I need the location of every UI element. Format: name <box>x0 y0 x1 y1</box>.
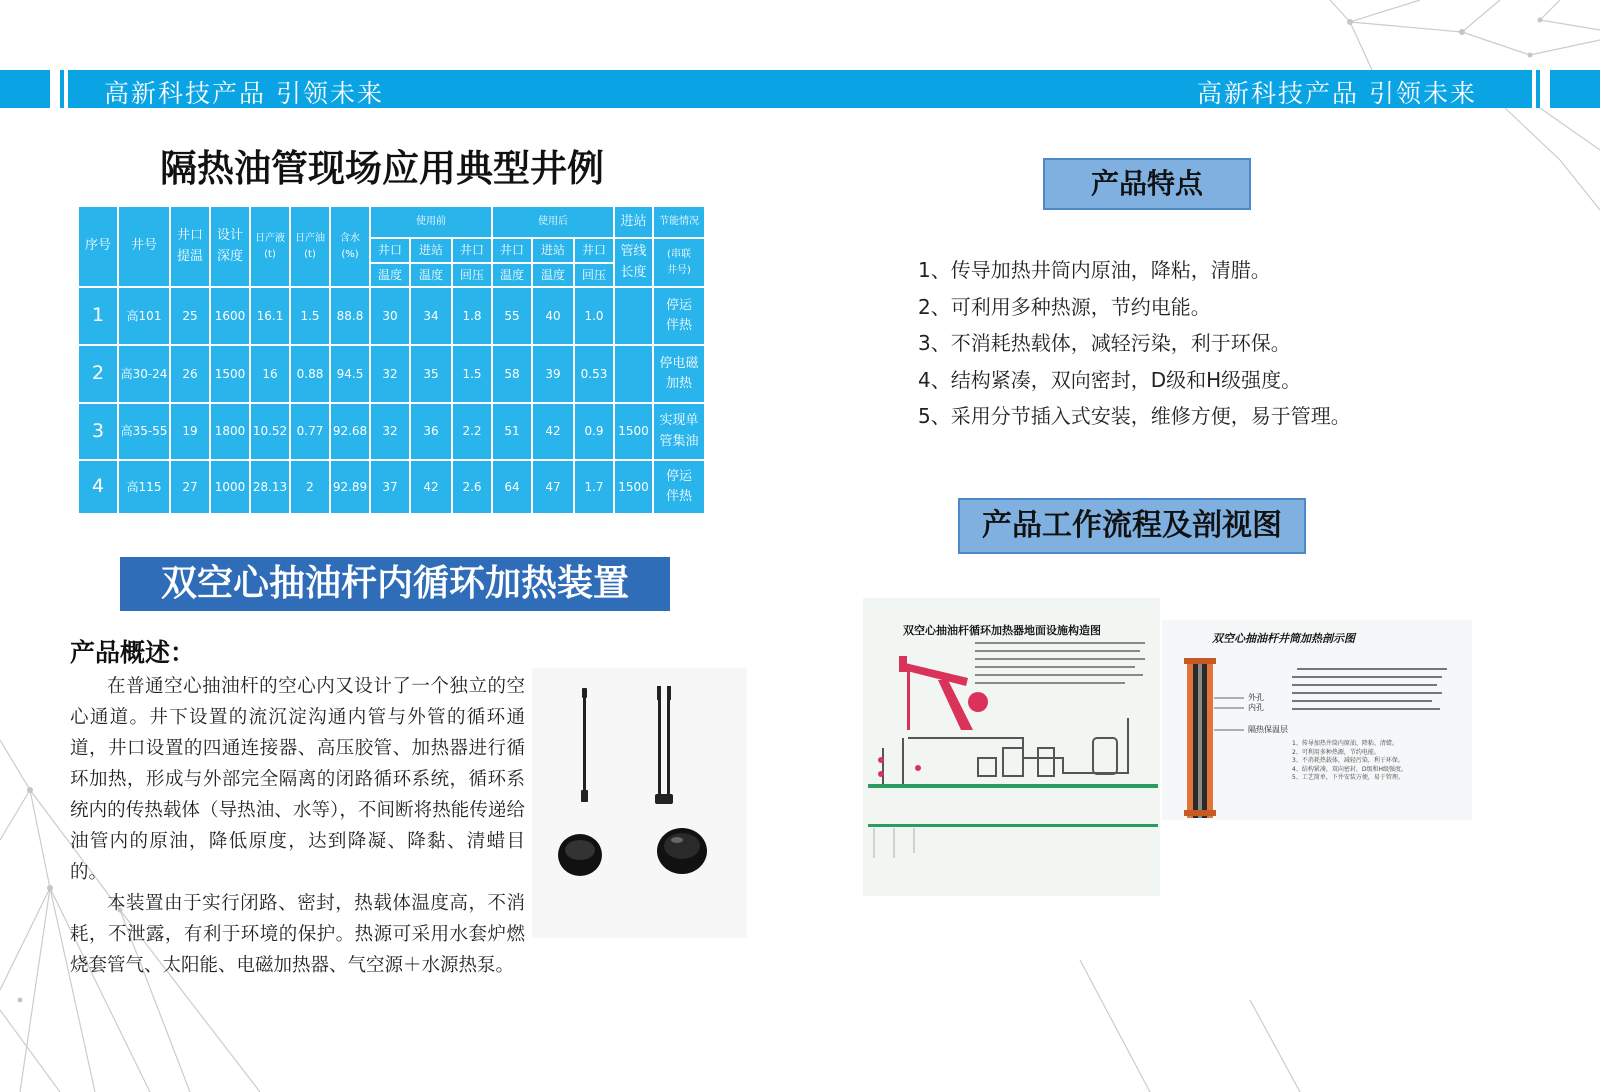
label-outer-hole: 外孔 <box>1248 693 1264 702</box>
cell-len: 1500 <box>615 461 652 513</box>
header-water-cut: 含水 (%) <box>331 207 369 286</box>
cell-b-p: 1.5 <box>453 346 491 402</box>
header-pipeline-length: 管线 长度 <box>615 239 652 286</box>
table-row <box>79 404 704 459</box>
overview-paragraph: 在普通空心抽油杆的空心内又设计了一个独立的空心通道。井下设置的流沉淀沟通内管与外管的循环通道，井口设置的四通连接器、高压胶管、加热器进行循环加热，形成与外部完全隔离的闭路循环系统，循环系统内的传热载体（导热油、水等），不间断将热能传递给油管内的原油，降低原度，达到降凝、降黏、清蜡目的。 <box>70 676 525 883</box>
header-sub-station: 进站 <box>533 239 573 262</box>
cell-b-st: 42 <box>411 461 451 513</box>
diagram2-point: 2、可利用多种热源，节约电能。 <box>1292 748 1380 756</box>
cell-liquid: 16.1 <box>251 288 289 344</box>
cell-water: 92.68 <box>331 404 369 459</box>
header-wellhead-temp-rise: 井口 提温 <box>171 207 209 286</box>
cell-rise: 19 <box>171 404 209 459</box>
cell-well: 高35-55 <box>119 404 169 459</box>
feature-item: 3、不消耗热载体，减轻污染，利于环保。 <box>918 331 1291 355</box>
slogan-right: 高新科技产品 引领未来 <box>1197 79 1477 108</box>
table-row <box>79 346 704 402</box>
cell-liquid: 28.13 <box>251 461 289 513</box>
header-seq: 序号 <box>79 207 117 286</box>
label-insulation-layer: 隔热保温层 <box>1248 725 1288 734</box>
cell-energy: 停运 伴热 <box>654 288 704 344</box>
diagram2-title: 双空心抽油杆井筒加热剖示图 <box>1212 632 1355 645</box>
header-sub-station: 进站 <box>411 239 451 262</box>
band-stripe <box>50 70 60 108</box>
cell-depth: 1800 <box>211 404 249 459</box>
table-row <box>79 288 704 344</box>
cell-a-st: 39 <box>533 346 573 402</box>
diagram2-point: 4、结构紧凑，双向密封，D级和H级强度。 <box>1292 765 1407 773</box>
cell-len <box>615 288 652 344</box>
table-section-title: 隔热油管现场应用典型井例 <box>160 147 604 190</box>
header-sub-wellhead: 井口 <box>371 239 409 262</box>
cell-a-wh: 64 <box>493 461 531 513</box>
cell-b-wh: 32 <box>371 346 409 402</box>
cell-seq: 3 <box>79 404 117 459</box>
wellbore-heating-diagram <box>1162 620 1472 820</box>
feature-item: 4、结构紧凑，双向密封，D级和H级强度。 <box>918 367 1302 392</box>
band-stripe <box>1540 70 1550 108</box>
header-station: 进站 <box>615 207 652 237</box>
cell-b-wh: 30 <box>371 288 409 344</box>
cell-a-p: 1.7 <box>575 461 613 513</box>
product-photo <box>532 668 747 938</box>
cell-water: 92.89 <box>331 461 369 513</box>
surface-facility-diagram <box>863 598 1160 896</box>
diagram2-point: 5、工艺简单，下井安装方便，易于管理。 <box>1292 774 1404 781</box>
wellbore-cross-section <box>1162 620 1472 820</box>
header-daily-oil: 日产油 (t) <box>291 207 329 286</box>
header-sub-wellhead: 井口 <box>493 239 531 262</box>
header-sub-press: 回压 <box>575 264 613 286</box>
cell-a-st: 40 <box>533 288 573 344</box>
cell-rise: 26 <box>171 346 209 402</box>
well-cases-table <box>77 205 706 515</box>
cell-oil: 1.5 <box>291 288 329 344</box>
header-energy: 节能情况 <box>654 207 704 237</box>
cell-b-wh: 37 <box>371 461 409 513</box>
cell-a-p: 1.0 <box>575 288 613 344</box>
cell-depth: 1500 <box>211 346 249 402</box>
pump-jack-schematic <box>863 598 1160 896</box>
cell-energy: 停运 伴热 <box>654 461 704 513</box>
overview-text <box>70 671 525 981</box>
cell-len: 1500 <box>615 404 652 459</box>
cell-oil: 0.88 <box>291 346 329 402</box>
header-design-depth: 设计 深度 <box>211 207 249 286</box>
feature-item: 5、采用分节插入式安装，维修方便，易于管理。 <box>918 404 1351 428</box>
cell-a-st: 42 <box>533 404 573 459</box>
label-inner-hole: 内孔 <box>1248 703 1264 712</box>
cell-b-wh: 32 <box>371 404 409 459</box>
feature-item: 2、可利用多种热源，节约电能。 <box>918 294 1211 319</box>
cell-rise: 27 <box>171 461 209 513</box>
cell-a-wh: 51 <box>493 404 531 459</box>
cell-energy: 停电磁 加热 <box>654 346 704 402</box>
header-sub-temp: 温度 <box>371 264 409 286</box>
cell-b-st: 35 <box>411 346 451 402</box>
cell-b-p: 2.6 <box>453 461 491 513</box>
diagram2-point: 3、不消耗热载体，减轻污染，利于环保。 <box>1292 757 1404 764</box>
cell-depth: 1600 <box>211 288 249 344</box>
diagram1-title: 双空心抽油杆循环加热器地面设施构造图 <box>903 624 1101 637</box>
cell-seq: 1 <box>79 288 117 344</box>
cell-b-p: 1.8 <box>453 288 491 344</box>
header-after: 使用后 <box>493 207 613 237</box>
band-stripe <box>1532 70 1536 108</box>
header-daily-liquid: 日产液 (t) <box>251 207 289 286</box>
header-sub-temp: 温度 <box>493 264 531 286</box>
cell-seq: 4 <box>79 461 117 513</box>
cell-b-st: 36 <box>411 404 451 459</box>
features-list <box>918 252 1351 435</box>
cell-rise: 25 <box>171 288 209 344</box>
header-sub-wellhead: 井口 <box>453 239 491 262</box>
features-title: 产品特点 <box>1043 158 1251 210</box>
cell-water: 94.5 <box>331 346 369 402</box>
header-energy-note: (串联 井号) <box>654 239 704 286</box>
cell-well: 高30-24 <box>119 346 169 402</box>
feature-item: 1、传导加热井筒内原油，降粘，清腊。 <box>918 258 1271 282</box>
cell-oil: 2 <box>291 461 329 513</box>
cell-water: 88.8 <box>331 288 369 344</box>
table-row <box>79 461 704 513</box>
cell-energy: 实现单 管集油 <box>654 404 704 459</box>
cell-a-wh: 55 <box>493 288 531 344</box>
diagram2-points <box>1292 740 1407 783</box>
header-sub-temp: 温度 <box>411 264 451 286</box>
device-title: 双空心抽油杆内循环加热装置 <box>120 557 670 611</box>
cell-well: 高115 <box>119 461 169 513</box>
cell-b-st: 34 <box>411 288 451 344</box>
band-stripe <box>64 70 68 108</box>
cell-a-st: 47 <box>533 461 573 513</box>
cell-seq: 2 <box>79 346 117 402</box>
sucker-rod-illustration <box>532 668 747 938</box>
cell-a-wh: 58 <box>493 346 531 402</box>
cell-b-p: 2.2 <box>453 404 491 459</box>
cell-well: 高101 <box>119 288 169 344</box>
header-sub-wellhead: 井口 <box>575 239 613 262</box>
slogan-left: 高新科技产品 引领未来 <box>104 79 384 108</box>
overview-paragraph: 本装置由于实行闭路、密封，热载体温度高，不消耗，不泄露，有利于环境的保护。热源可采用水套炉燃烧套管气、太阳能、电磁加热器、气空源＋水源热泵。 <box>70 893 525 976</box>
header-well: 井号 <box>119 207 169 286</box>
cell-len <box>615 346 652 402</box>
header-before: 使用前 <box>371 207 491 237</box>
cell-a-p: 0.9 <box>575 404 613 459</box>
header-sub-press: 回压 <box>453 264 491 286</box>
cell-liquid: 10.52 <box>251 404 289 459</box>
cell-a-p: 0.53 <box>575 346 613 402</box>
cell-oil: 0.77 <box>291 404 329 459</box>
cell-liquid: 16 <box>251 346 289 402</box>
header-sub-temp: 温度 <box>533 264 573 286</box>
cell-depth: 1000 <box>211 461 249 513</box>
diagram2-point: 1、传导加热井筒内原油、降粘、清蜡。 <box>1292 740 1398 747</box>
flow-title: 产品工作流程及剖视图 <box>958 498 1306 554</box>
overview-label: 产品概述： <box>70 638 196 667</box>
